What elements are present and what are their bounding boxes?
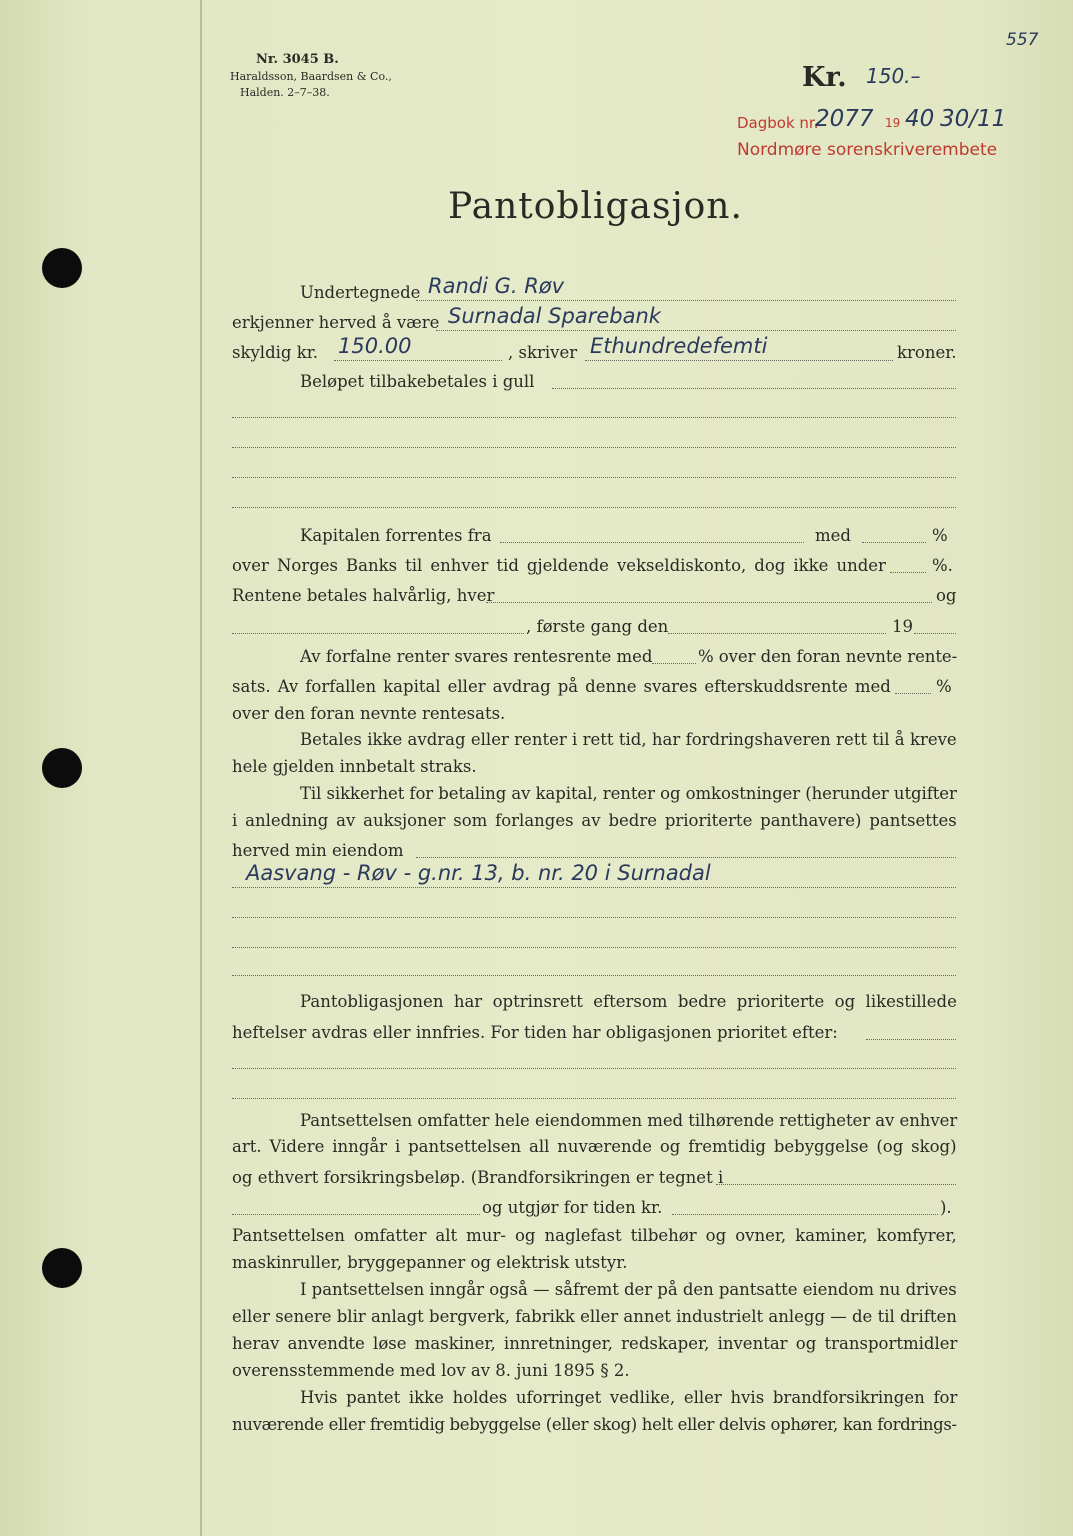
insurer-line xyxy=(716,1184,956,1185)
interest-line-4-year: 19 xyxy=(892,617,913,636)
coverage-line-7: I pantsettelsen inngår også — såfremt der på den pantsatte eiendom nu drives xyxy=(300,1280,957,1299)
interest-line-9: hele gjelden innbetalt straks. xyxy=(232,757,477,776)
late-rate-line xyxy=(895,693,931,694)
property-line-1 xyxy=(416,857,956,858)
undertegnede-line xyxy=(416,300,956,301)
priority-line-1: Pantobligasjonen har optrinsrett eftersom bedre prioriterte og likestillede xyxy=(300,992,957,1011)
belopet-label: Beløpet tilbakebetales i gull xyxy=(300,372,535,391)
belopet-line xyxy=(552,388,956,389)
interest-term-line xyxy=(486,602,932,603)
interest-percent: % xyxy=(932,526,948,545)
amount-label: Kr. xyxy=(802,62,847,93)
interest-line-3: Rentene betales halvårlig, hver xyxy=(232,586,495,605)
coverage-line-9: herav anvendte løse maskiner, innretninger, redskaper, inventar og transportmidler xyxy=(232,1334,958,1353)
skyldig-value: 150.00 xyxy=(338,334,412,358)
interest-line-4: , første gang den xyxy=(526,617,669,636)
skriver-value: Ethundredefemti xyxy=(590,334,768,358)
skyldig-label: skyldig kr. xyxy=(232,343,319,362)
compound-rate-line xyxy=(652,663,696,664)
coverage-line-2: art. Videre inngår i pantsettelsen all nuværende og fremtidig bebyggelse (og skog) xyxy=(232,1137,957,1156)
punch-hole xyxy=(42,248,82,288)
first-date-line xyxy=(668,633,886,634)
punch-hole xyxy=(42,748,82,788)
coverage-line-1: Pantsettelsen omfatter hele eiendommen med tilhørende rettigheter av enhver xyxy=(300,1111,958,1130)
stamp-year-prefix: 19 xyxy=(885,116,901,130)
erkjenner-label: erkjenner herved å være xyxy=(232,313,440,332)
interest-line-2-end: %. xyxy=(932,556,953,575)
skriver-line xyxy=(585,360,893,361)
document-title: Pantobligasjon. xyxy=(448,186,743,227)
erkjenner-value: Surnadal Sparebank xyxy=(448,304,661,328)
kroner-label: kroner. xyxy=(897,343,957,362)
interest-line-6-end: % xyxy=(936,677,952,696)
insured-amount-line xyxy=(672,1214,938,1215)
coverage-line-5: Pantsettelsen omfatter alt mur- og naglefast tilbehør og ovner, kaminer, komfyrer, xyxy=(232,1226,957,1245)
interest-line-3-end: og xyxy=(936,586,957,605)
coverage-line-3: og ethvert forsikringsbeløp. (Brandforsikringen er tegnet i xyxy=(232,1168,724,1187)
property-line-2 xyxy=(232,887,956,888)
blank-line xyxy=(232,477,956,478)
priority-blank-2 xyxy=(232,1098,956,1099)
interest-line-2: over Norges Banks til enhver tid gjeldende vekseldiskonto, dog ikke under xyxy=(232,556,886,575)
erkjenner-line xyxy=(436,330,956,331)
interest-line-5: Av forfalne renter svares rentesrente med xyxy=(300,647,653,666)
coverage-line-10: overensstemmende med lov av 8. juni 1895 § 2. xyxy=(232,1361,630,1380)
priority-line-2: heftelser avdras eller innfries. For tiden har obligasjonen prioritet efter: xyxy=(232,1023,838,1042)
printer-place-date: Halden. 2–7–38. xyxy=(240,86,330,99)
amount-value: 150.– xyxy=(866,64,921,88)
interest-line-1: Kapitalen forrentes fra xyxy=(300,526,492,545)
interest-min-line xyxy=(890,572,926,573)
undertegnede-label: Undertegnede xyxy=(300,283,421,302)
stamp-date: 30/11 xyxy=(940,106,1007,132)
blank-line xyxy=(232,447,956,448)
priority-blank-1 xyxy=(232,1068,956,1069)
interest-line-10: Til sikkerhet for betaling av kapital, renter og omkostninger (herunder utgifter xyxy=(300,784,957,803)
form-number: Nr. 3045 B. xyxy=(256,52,339,67)
interest-line-8: Betales ikke avdrag eller renter i rett tid, har fordringshaveren rett til å kreve xyxy=(300,730,957,749)
property-line-3 xyxy=(232,917,956,918)
punch-hole xyxy=(42,1248,82,1288)
interest-term-line-2 xyxy=(232,633,524,634)
interest-rate-line xyxy=(862,542,926,543)
coverage-line-8: eller senere blir anlagt bergverk, fabrikk eller annet industrielt anlegg — de til driften xyxy=(232,1307,957,1326)
interest-line-5-end: % over den foran nevnte rente- xyxy=(698,647,958,666)
interest-line-6: sats. Av forfallen kapital eller avdrag på denne svares efterskuddsrente med xyxy=(232,677,891,696)
coverage-line-4-end: ). xyxy=(940,1198,952,1217)
interest-line-12: herved min eiendom xyxy=(232,841,404,860)
interest-line-11: i anledning av auksjoner som forlanges av bedre prioriterte panthavere) pantsettes xyxy=(232,811,957,830)
skriver-label: , skriver xyxy=(508,343,578,362)
blank-line xyxy=(232,417,956,418)
interest-med: med xyxy=(815,526,851,545)
printer-name: Haraldsson, Baardsen & Co., xyxy=(230,70,392,83)
interest-line-7: over den foran nevnte rentesats. xyxy=(232,704,506,723)
page-number: 557 xyxy=(1006,30,1039,50)
coverage-line-11: Hvis pantet ikke holdes uforringet vedlike, eller hvis brandforsikringen for xyxy=(300,1388,958,1407)
coverage-line-12: nuværende eller fremtidig bebyggelse (eller skog) helt eller delvis ophører, kan fordrings- xyxy=(232,1415,957,1434)
stamp-dagbok-number: 2077 xyxy=(815,106,874,132)
property-line-5 xyxy=(232,975,956,976)
property-value: Aasvang - Røv - g.nr. 13, b. nr. 20 i Surnadal xyxy=(246,861,711,885)
property-line-4 xyxy=(232,947,956,948)
stamp-year: 40 xyxy=(905,106,935,132)
stamp-office: Nordmøre sorenskriverembete xyxy=(737,140,998,160)
insurer-line-2 xyxy=(232,1214,480,1215)
fold-line xyxy=(200,0,202,1536)
skyldig-line xyxy=(334,360,502,361)
priority-line xyxy=(866,1039,956,1040)
blank-line xyxy=(232,507,956,508)
coverage-line-4: og utgjør for tiden kr. xyxy=(482,1198,663,1217)
undertegnede-value: Randi G. Røv xyxy=(428,274,565,298)
first-year-line xyxy=(914,633,956,634)
interest-from-line xyxy=(500,542,804,543)
coverage-line-6: maskinruller, bryggepanner og elektrisk utstyr. xyxy=(232,1253,628,1272)
stamp-dagbok-label: Dagbok nr. xyxy=(737,114,819,132)
